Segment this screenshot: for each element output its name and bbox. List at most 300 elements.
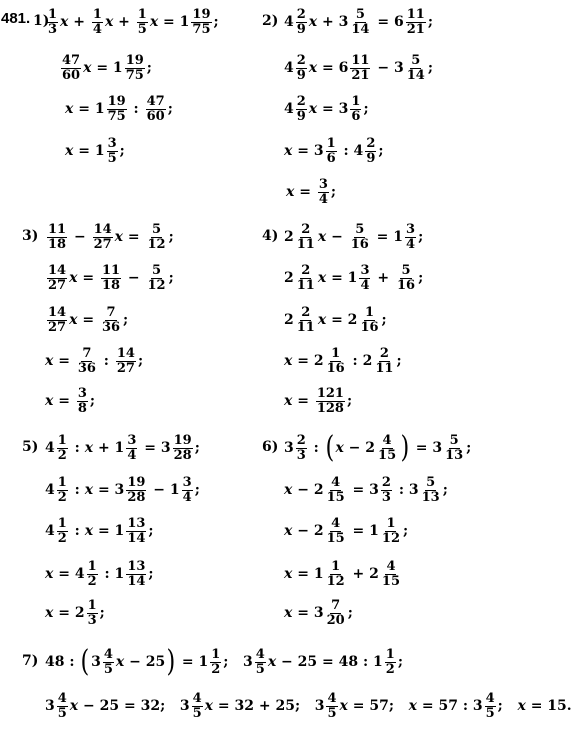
math-text: ; — [363, 101, 369, 117]
fraction-denominator: 2 — [385, 661, 395, 677]
math-text: : — [69, 440, 85, 456]
math-text: ; — [418, 270, 424, 286]
fraction-numerator: 19 — [127, 474, 146, 490]
fraction — [405, 223, 416, 252]
fraction-numerator: 4 — [255, 646, 265, 662]
fraction-numerator: 19 — [192, 6, 211, 22]
fraction-numerator: 1 — [364, 304, 374, 320]
equation-line — [284, 386, 352, 416]
fraction — [381, 517, 401, 546]
fraction-denominator: 12 — [147, 236, 166, 252]
fraction — [126, 434, 137, 463]
equation-line — [45, 305, 128, 335]
fraction-denominator: 16 — [350, 236, 369, 252]
math-text: − 25 = 48 : 1 — [276, 654, 383, 670]
equation-line — [286, 177, 336, 207]
equation-line — [284, 263, 423, 293]
fraction-numerator: 121 — [316, 385, 344, 401]
equation-line — [284, 7, 433, 37]
parenthesis: ( — [325, 430, 334, 465]
fraction-denominator: 13 — [445, 447, 464, 463]
math-text: = 1 — [347, 523, 379, 539]
math-text: − 2 — [292, 482, 324, 498]
fraction-denominator: 20 — [326, 612, 345, 628]
fraction-numerator: 4 — [331, 474, 341, 490]
parenthesis: ) — [166, 644, 176, 679]
equation-line — [45, 433, 200, 463]
fraction — [147, 264, 167, 293]
fraction-denominator: 15 — [326, 489, 345, 505]
fraction-denominator: 4 — [406, 236, 416, 252]
fraction-numerator: 3 — [127, 432, 137, 448]
math-text: = 1 — [176, 654, 209, 670]
math-text: 2 — [284, 312, 294, 328]
math-text: 4 — [284, 101, 294, 117]
part-label: 4) — [262, 228, 279, 244]
math-text: − 25 — [124, 654, 166, 670]
equation-line — [284, 516, 408, 546]
fraction-denominator: 28 — [173, 447, 192, 463]
fraction — [296, 8, 307, 37]
math-text: 4 — [45, 523, 55, 539]
fraction-numerator: 11 — [351, 52, 370, 68]
math-text: ; — [347, 605, 353, 621]
fraction — [350, 95, 361, 124]
fraction-denominator: 11 — [296, 277, 315, 293]
math-text: = 6 — [372, 14, 404, 30]
math-text: ; — [123, 312, 129, 328]
fraction-denominator: 15 — [378, 447, 397, 463]
fraction-numerator: 2 — [301, 262, 311, 278]
math-text: = 3 — [93, 482, 125, 498]
fraction — [350, 54, 370, 83]
fraction — [365, 137, 376, 166]
fraction-denominator: 5 — [192, 705, 202, 721]
fraction-numerator: 3 — [182, 474, 192, 490]
fraction-denominator: 18 — [48, 236, 67, 252]
fraction-denominator: 5 — [327, 705, 337, 721]
fraction — [296, 306, 316, 335]
fraction-numerator: 2 — [301, 304, 311, 320]
math-text: ; — [167, 101, 173, 117]
fraction — [57, 476, 68, 505]
math-text: ; — [137, 353, 144, 369]
fraction — [316, 387, 345, 416]
fraction-denominator: 9 — [296, 108, 306, 124]
variable: x — [284, 523, 293, 539]
math-text: ; — [119, 143, 125, 159]
fraction-numerator: 19 — [107, 93, 126, 109]
fraction-numerator: 1 — [57, 432, 67, 448]
math-text: = — [292, 393, 314, 409]
variable: x — [69, 270, 78, 286]
fraction-denominator: 11 — [296, 236, 315, 252]
math-text: : — [308, 440, 324, 456]
equation-line — [284, 136, 384, 166]
fraction-denominator: 4 — [92, 21, 102, 37]
fraction-denominator: 2 — [87, 573, 97, 589]
fraction-denominator: 36 — [101, 319, 121, 335]
exercise-number: 481. — [1, 10, 31, 27]
fraction — [87, 560, 98, 589]
math-text: ; — [442, 482, 448, 498]
fraction-denominator: 16 — [326, 360, 345, 376]
fraction-numerator: 1 — [326, 135, 336, 151]
fraction-denominator: 2 — [57, 447, 67, 463]
math-text: : — [128, 101, 144, 117]
fraction — [126, 476, 146, 505]
fraction-numerator: 4 — [103, 646, 113, 662]
fraction-denominator: 9 — [296, 21, 306, 37]
math-text: = 57 : 3 — [417, 698, 483, 714]
fraction-numerator: 1 — [211, 646, 221, 662]
math-text: − — [69, 229, 91, 245]
math-text: 4 — [45, 440, 55, 456]
math-text: = 4 — [53, 566, 85, 582]
fraction — [87, 599, 98, 628]
fraction-numerator: 2 — [381, 474, 391, 490]
variable: x — [83, 60, 92, 76]
equation-line — [45, 386, 95, 416]
fraction — [146, 95, 166, 124]
math-text: = — [77, 312, 99, 328]
fraction — [326, 560, 346, 589]
math-text: 48 : — [45, 654, 80, 670]
math-text: = 3 — [292, 605, 324, 621]
fraction-numerator: 4 — [331, 515, 341, 531]
fraction — [326, 137, 337, 166]
fraction-denominator: 16 — [360, 319, 379, 335]
fraction-denominator: 27 — [48, 319, 67, 335]
variable: x — [308, 14, 318, 30]
fraction — [326, 347, 346, 376]
math-text: 4 — [284, 14, 294, 30]
fraction-numerator: 47 — [62, 52, 81, 68]
fraction — [385, 648, 396, 677]
fraction-denominator: 4 — [182, 489, 192, 505]
math-text: − — [326, 229, 348, 245]
fraction-numerator: 1 — [87, 558, 97, 574]
fraction — [485, 692, 496, 721]
variable: x — [69, 698, 79, 714]
fraction — [107, 95, 127, 124]
math-text: ; — [146, 60, 152, 76]
fraction — [47, 306, 67, 335]
fraction-denominator: 128 — [316, 400, 344, 416]
variable: x — [284, 566, 293, 582]
fraction — [374, 347, 394, 376]
fraction-numerator: 5 — [152, 262, 162, 278]
fraction-numerator: 13 — [127, 515, 146, 531]
math-text: ; — [89, 393, 96, 409]
fraction-numerator: 1 — [331, 558, 341, 574]
fraction-numerator: 5 — [449, 432, 459, 448]
fraction-denominator: 3 — [296, 447, 306, 463]
equation-line — [284, 598, 353, 628]
equation-line — [284, 94, 369, 124]
fraction-numerator: 5 — [355, 221, 365, 237]
variable: x — [286, 184, 295, 200]
fraction-numerator: 2 — [296, 432, 306, 448]
part-label: 2) — [262, 13, 279, 29]
equation-line — [59, 53, 152, 83]
fraction-numerator: 1 — [331, 345, 341, 361]
math-text: + 3 — [317, 14, 349, 30]
fraction — [326, 599, 346, 628]
equation-line — [45, 691, 572, 721]
fraction — [296, 264, 316, 293]
variable: x — [317, 270, 327, 286]
variable: x — [308, 60, 318, 76]
fraction-denominator: 3 — [87, 612, 97, 628]
fraction-numerator: 1 — [87, 597, 97, 613]
equation-line — [45, 559, 154, 589]
fraction-denominator: 14 — [127, 530, 146, 546]
variable: x — [60, 14, 69, 30]
variable: x — [69, 312, 78, 328]
fraction-denominator: 11 — [375, 360, 394, 376]
part-label: 7) — [22, 653, 39, 669]
math-text: = — [123, 229, 145, 245]
math-text: ; — [99, 605, 105, 621]
math-text: ; — [194, 440, 200, 456]
fraction-numerator: 4 — [57, 690, 67, 706]
fraction — [326, 517, 346, 546]
variable: x — [114, 229, 124, 245]
fraction — [255, 648, 266, 677]
math-text: 3 — [284, 440, 294, 456]
fraction-denominator: 2 — [57, 530, 67, 546]
math-text: ; — [378, 143, 384, 159]
fraction-numerator: 2 — [296, 6, 306, 22]
fraction — [92, 8, 103, 37]
math-text: ; — [403, 523, 409, 539]
fraction-denominator: 60 — [146, 108, 165, 124]
variable: x — [84, 440, 94, 456]
fraction-numerator: 4 — [327, 690, 337, 706]
fraction-numerator: 7 — [82, 345, 92, 361]
fraction — [444, 434, 464, 463]
fraction — [210, 648, 221, 677]
fraction — [359, 306, 379, 335]
fraction-numerator: 11 — [101, 262, 121, 278]
fraction-denominator: 2 — [57, 489, 67, 505]
math-text: ; — [148, 523, 154, 539]
math-text: = 3 — [292, 143, 324, 159]
math-text: = 6 — [317, 60, 349, 76]
math-text: = 3 — [317, 101, 349, 117]
fraction-denominator: 5 — [103, 661, 113, 677]
fraction-numerator: 3 — [107, 135, 117, 151]
fraction — [93, 223, 113, 252]
fraction-denominator: 36 — [77, 360, 96, 376]
math-text: ; — [427, 14, 433, 30]
fraction-numerator: 3 — [360, 262, 370, 278]
math-text: = 1 — [73, 143, 105, 159]
fraction — [421, 476, 441, 505]
equation-line — [65, 136, 125, 166]
fraction-numerator: 13 — [127, 558, 146, 574]
math-text: = — [294, 184, 316, 200]
math-text: : 4 — [338, 143, 364, 159]
equation-line — [45, 644, 403, 679]
fraction-numerator: 5 — [426, 474, 436, 490]
fraction — [107, 137, 118, 166]
math-text: 4 — [45, 482, 55, 498]
fraction-numerator: 14 — [48, 262, 67, 278]
fraction-numerator: 19 — [173, 432, 192, 448]
fraction — [57, 434, 68, 463]
fraction-numerator: 4 — [192, 690, 202, 706]
variable: x — [45, 393, 54, 409]
math-text: ; — [194, 482, 200, 498]
fraction-denominator: 27 — [93, 236, 112, 252]
fraction — [318, 178, 329, 207]
variable: x — [45, 566, 54, 582]
math-text: − 2 — [292, 523, 324, 539]
fraction-numerator: 1 — [57, 515, 67, 531]
variable: x — [317, 312, 327, 328]
variable: x — [84, 482, 94, 498]
fraction-numerator: 2 — [296, 52, 306, 68]
math-text: = 15. — [525, 698, 572, 714]
equation-line — [65, 94, 173, 124]
fraction-denominator: 12 — [381, 530, 401, 546]
variable: x — [45, 353, 54, 369]
fraction-denominator: 11 — [296, 319, 315, 335]
math-text: − 2 — [343, 440, 376, 456]
variable: x — [308, 101, 318, 117]
fraction — [101, 306, 121, 335]
fraction — [192, 692, 203, 721]
fraction-denominator: 5 — [485, 705, 495, 721]
math-text: : 2 — [347, 353, 373, 369]
equation-line — [284, 475, 448, 505]
math-text: : — [69, 482, 85, 498]
fraction-denominator: 75 — [107, 108, 126, 124]
variable: x — [317, 229, 327, 245]
math-text: = 1 — [326, 270, 358, 286]
math-text: ; — [497, 698, 518, 714]
fraction — [47, 223, 67, 252]
fraction-denominator: 60 — [62, 67, 81, 83]
variable: x — [45, 605, 54, 621]
fraction-numerator: 19 — [125, 52, 144, 68]
fraction-denominator: 14 — [406, 67, 425, 83]
equation-line — [45, 263, 174, 293]
fraction-numerator: 5 — [152, 221, 162, 237]
fraction-numerator: 11 — [48, 221, 67, 237]
equation-line — [45, 598, 105, 628]
equation-line — [284, 53, 433, 83]
fraction-denominator: 75 — [125, 67, 144, 83]
math-text: : — [98, 353, 114, 369]
math-text: : — [69, 523, 85, 539]
fraction-denominator: 3 — [48, 21, 58, 37]
variable: x — [149, 14, 159, 30]
fraction-denominator: 13 — [421, 489, 440, 505]
variable: x — [335, 440, 344, 456]
fraction — [350, 8, 370, 37]
math-text: 2 — [284, 270, 294, 286]
fraction-denominator: 14 — [127, 573, 146, 589]
fraction-numerator: 1 — [386, 515, 396, 531]
equation-line — [284, 305, 387, 335]
math-text: ; — [168, 229, 174, 245]
fraction-denominator: 14 — [351, 21, 370, 37]
variable: x — [284, 353, 293, 369]
equation-line — [284, 430, 472, 465]
fraction-denominator: 15 — [381, 573, 401, 589]
math-text: = 32 + 25; 3 — [213, 698, 325, 714]
fraction — [101, 264, 121, 293]
fraction-denominator: 3 — [381, 489, 391, 505]
parenthesis: ) — [400, 430, 410, 465]
fraction — [296, 54, 307, 83]
fraction-numerator: 2 — [379, 345, 389, 361]
math-text: ; — [330, 184, 337, 200]
fraction-numerator: 47 — [146, 93, 165, 109]
math-text: ; — [396, 353, 402, 369]
fraction-numerator: 5 — [401, 262, 411, 278]
fraction-numerator: 7 — [331, 597, 341, 613]
variable: x — [65, 143, 74, 159]
fraction-denominator: 2 — [211, 661, 221, 677]
fraction — [381, 476, 392, 505]
math-text: ; — [427, 60, 433, 76]
fraction — [47, 264, 67, 293]
fraction-denominator: 16 — [396, 277, 416, 293]
fraction — [147, 223, 167, 252]
fraction — [103, 648, 114, 677]
fraction-denominator: 27 — [116, 360, 135, 376]
math-text: − 1 — [148, 482, 180, 498]
fraction — [57, 692, 68, 721]
part-label: 3) — [22, 228, 39, 244]
math-text: ; — [168, 270, 174, 286]
fraction-denominator: 21 — [351, 67, 370, 83]
fraction — [126, 560, 146, 589]
fraction-denominator: 15 — [326, 530, 345, 546]
fraction-numerator: 4 — [386, 558, 396, 574]
math-text: ; — [397, 654, 403, 670]
fraction — [57, 517, 68, 546]
fraction-denominator: 12 — [326, 573, 345, 589]
fraction — [125, 54, 145, 83]
fraction — [296, 95, 307, 124]
math-text: ; — [346, 393, 353, 409]
equation-line — [284, 222, 423, 252]
fraction-numerator: 4 — [382, 432, 392, 448]
variable: x — [339, 698, 348, 714]
math-text: = 3 — [410, 440, 443, 456]
fraction-numerator: 1 — [351, 93, 361, 109]
fraction — [359, 264, 370, 293]
variable: x — [104, 14, 114, 30]
math-text: 3 — [91, 654, 101, 670]
math-text: = 2 — [326, 312, 358, 328]
math-text: − 3 — [372, 60, 404, 76]
fraction-numerator: 3 — [406, 221, 416, 237]
variable: x — [517, 698, 526, 714]
fraction — [326, 476, 346, 505]
fraction-denominator: 5 — [57, 705, 67, 721]
fraction-denominator: 4 — [127, 447, 137, 463]
fraction-numerator: 2 — [301, 221, 311, 237]
math-text: ; — [213, 14, 219, 30]
fraction-denominator: 4 — [318, 191, 328, 207]
fraction — [377, 434, 397, 463]
